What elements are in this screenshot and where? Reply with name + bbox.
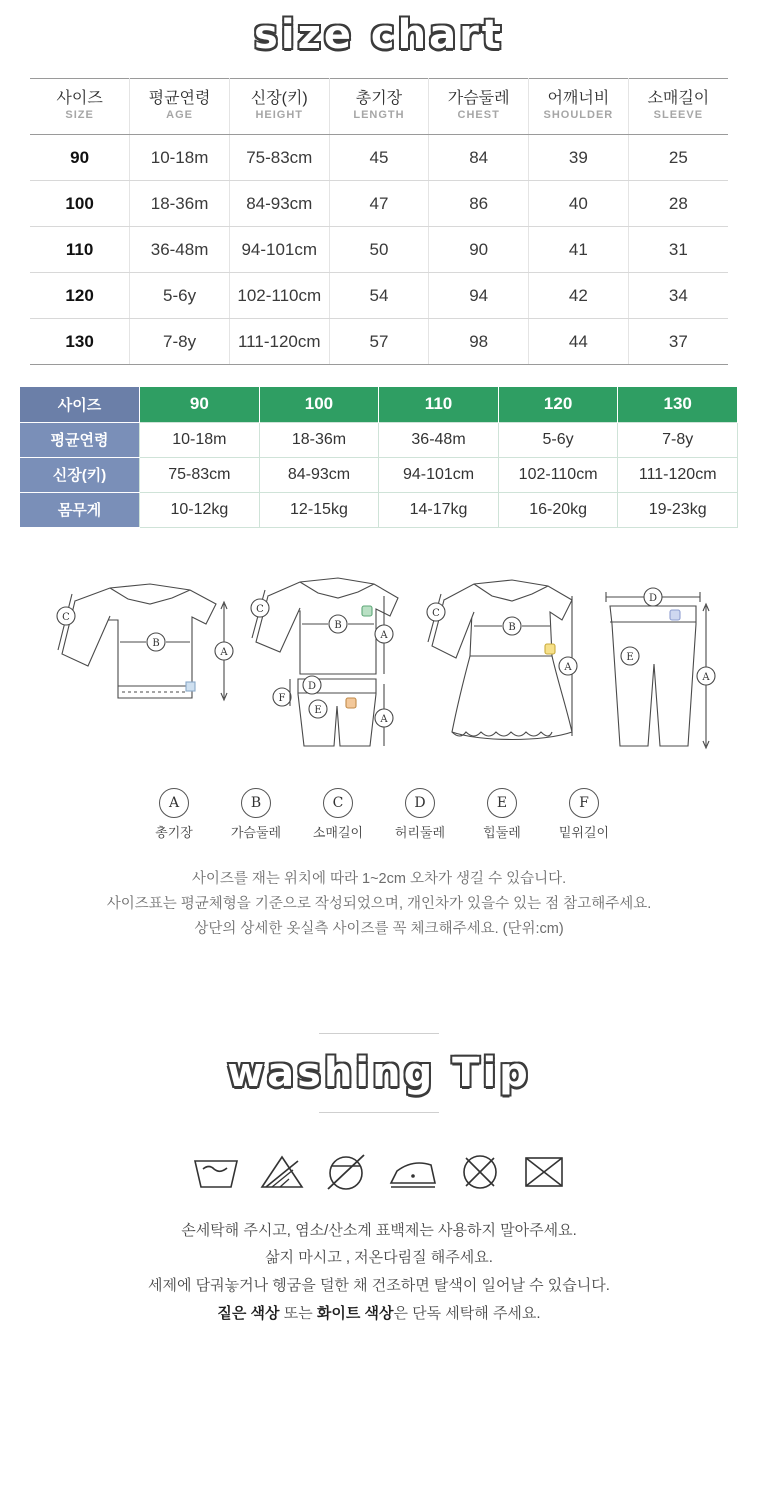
garment-measurement-illustration xyxy=(0,546,758,786)
hand-wash-icon xyxy=(187,1147,245,1195)
cell-chest: 98 xyxy=(429,319,529,365)
cell-length: 47 xyxy=(329,181,429,227)
header-ko: 총기장 xyxy=(355,89,403,107)
cell-chest: 90 xyxy=(429,227,529,273)
legend-item xyxy=(550,788,618,841)
fit-table-header xyxy=(20,387,738,422)
cell-sleeve: 31 xyxy=(628,227,728,273)
legend-mark-icon: B xyxy=(241,788,271,818)
header-ko: 평균연령 xyxy=(148,89,211,107)
header-en: LENGTH xyxy=(353,109,405,121)
cell-chest: 86 xyxy=(429,181,529,227)
svg-text:A: A xyxy=(702,671,710,683)
header-en: HEIGHT xyxy=(255,109,304,121)
svg-text:C: C xyxy=(256,603,264,615)
dress-illustration xyxy=(427,580,577,740)
cell-height: 94-101cm xyxy=(229,227,329,273)
svg-text:C: C xyxy=(432,607,440,619)
legend-item xyxy=(468,788,536,841)
cell-size: 100 xyxy=(30,181,130,227)
legend-label: 총기장 xyxy=(155,824,193,840)
svg-text:B: B xyxy=(152,637,160,649)
svg-text:C: C xyxy=(62,611,70,623)
fit-row-label: 몸무게 xyxy=(20,492,140,527)
legend-mark-icon: C xyxy=(323,788,353,818)
header-en: CHEST xyxy=(457,109,500,121)
fit-cell: 10-18m xyxy=(140,422,260,457)
page-title: size chart xyxy=(254,12,504,58)
fit-cell: 94-101cm xyxy=(379,457,499,492)
cell-size: 120 xyxy=(30,273,130,319)
cell-sleeve: 37 xyxy=(628,319,728,365)
legend-label: 가슴둘레 xyxy=(230,824,282,840)
fit-cell: 102-110cm xyxy=(498,457,618,492)
cell-shoulder: 40 xyxy=(529,181,629,227)
wash-note-line: 세제에 담궈놓거나 헹굼을 덜한 채 건조하면 탈색이 일어날 수 있습니다. xyxy=(148,1277,610,1295)
legend-label: 소매길이 xyxy=(312,824,364,840)
header-cell-age xyxy=(130,79,230,135)
legend-item xyxy=(386,788,454,841)
svg-text:E: E xyxy=(314,704,322,716)
fit-cell: 84-93cm xyxy=(259,457,379,492)
fit-cell: 7-8y xyxy=(618,422,738,457)
legend-item xyxy=(304,788,372,841)
header-cell-sleeve xyxy=(628,79,728,135)
svg-text:A: A xyxy=(220,646,228,658)
note-line: 상단의 상세한 옷실측 사이즈를 꼭 체크해주세요. (단위:cm) xyxy=(194,921,564,938)
divider-bottom xyxy=(319,1112,439,1113)
svg-text:E: E xyxy=(626,651,634,663)
cell-size: 110 xyxy=(30,227,130,273)
long-sleeve-tee-illustration xyxy=(57,584,233,700)
fit-cell: 75-83cm xyxy=(140,457,260,492)
table-row xyxy=(20,457,738,492)
size-table-body xyxy=(30,135,728,365)
cell-length: 45 xyxy=(329,135,429,181)
cell-height: 111-120cm xyxy=(229,319,329,365)
fit-row-label: 평균연령 xyxy=(20,422,140,457)
svg-text:D: D xyxy=(648,592,658,604)
wash-conjunction: 또는 xyxy=(279,1304,317,1322)
leggings-illustration xyxy=(606,588,715,748)
washing-tip-title: washing Tip xyxy=(227,1049,531,1096)
fit-cell: 10-12kg xyxy=(140,492,260,527)
cell-height: 75-83cm xyxy=(229,135,329,181)
cell-height: 84-93cm xyxy=(229,181,329,227)
legend-mark-icon: D xyxy=(405,788,435,818)
svg-text:A: A xyxy=(564,661,572,673)
header-en: SIZE xyxy=(65,109,94,121)
wash-note-line-highlight xyxy=(0,1300,758,1328)
svg-text:D: D xyxy=(307,680,317,692)
table-row xyxy=(20,422,738,457)
header-ko: 사이즈 xyxy=(56,89,103,107)
note-line: 사이즈를 재는 위치에 따라 1~2cm 오차가 생길 수 있습니다. xyxy=(191,870,567,887)
cell-sleeve: 25 xyxy=(628,135,728,181)
cell-length: 57 xyxy=(329,319,429,365)
header-cell-height xyxy=(229,79,329,135)
cell-length: 50 xyxy=(329,227,429,273)
fit-cell: 14-17kg xyxy=(379,492,499,527)
cell-shoulder: 39 xyxy=(529,135,629,181)
cell-sleeve: 28 xyxy=(628,181,728,227)
fit-header-size: 100 xyxy=(259,387,379,422)
washing-notes xyxy=(0,1217,758,1378)
fit-cell: 16-20kg xyxy=(498,492,618,527)
no-tumble-dry-icon xyxy=(319,1147,373,1195)
page-title-section xyxy=(0,0,758,72)
cell-chest: 94 xyxy=(429,273,529,319)
fit-row-label: 신장(키) xyxy=(20,457,140,492)
svg-text:B: B xyxy=(508,621,516,633)
legend-item xyxy=(222,788,290,841)
header-ko: 소매길이 xyxy=(647,89,710,107)
legend-mark-icon: A xyxy=(159,788,189,818)
fit-cell: 18-36m xyxy=(259,422,379,457)
cell-age: 36-48m xyxy=(130,227,230,273)
fit-cell: 5-6y xyxy=(498,422,618,457)
header-ko: 어깨너비 xyxy=(547,89,610,107)
legend-mark-icon: F xyxy=(569,788,599,818)
legend-mark-icon: E xyxy=(487,788,517,818)
wash-note-line: 손세탁해 주시고, 염소/산소계 표백제는 사용하지 말아주세요. xyxy=(181,1221,577,1239)
no-dry-clean-icon xyxy=(453,1147,507,1195)
fit-cell: 19-23kg xyxy=(618,492,738,527)
washing-tip-section xyxy=(0,1033,758,1113)
no-wring-icon xyxy=(517,1147,571,1195)
table-row xyxy=(30,181,728,227)
cell-sleeve: 34 xyxy=(628,273,728,319)
legend-label: 힙둘레 xyxy=(483,824,521,840)
washing-care-symbols xyxy=(0,1147,758,1195)
cell-age: 5-6y xyxy=(130,273,230,319)
svg-text:B: B xyxy=(334,619,342,631)
header-cell-length xyxy=(329,79,429,135)
header-en: SHOULDER xyxy=(543,109,614,121)
note-line: 사이즈표는 평균체형을 기준으로 작성되었으며, 개인차가 있을수 있는 점 참고해주세요. xyxy=(106,895,652,912)
cell-chest: 84 xyxy=(429,135,529,181)
cell-size: 90 xyxy=(30,135,130,181)
svg-text:A: A xyxy=(380,629,388,641)
cell-size: 130 xyxy=(30,319,130,365)
fit-cell: 12-15kg xyxy=(259,492,379,527)
header-en: AGE xyxy=(166,109,193,121)
table-row xyxy=(30,227,728,273)
fit-header-size: 90 xyxy=(140,387,260,422)
fit-cell: 36-48m xyxy=(379,422,499,457)
header-cell-size xyxy=(30,79,130,135)
no-chlorine-bleach-icon xyxy=(255,1147,309,1195)
cell-length: 54 xyxy=(329,273,429,319)
cell-age: 7-8y xyxy=(130,319,230,365)
header-ko: 가슴둘레 xyxy=(447,89,510,107)
wash-emphasis-dark: 짙은 색상 xyxy=(217,1304,280,1322)
header-cell-shoulder xyxy=(529,79,629,135)
wash-tail: 은 단독 세탁해 주세요. xyxy=(393,1304,541,1322)
header-cell-chest xyxy=(429,79,529,135)
cell-shoulder: 42 xyxy=(529,273,629,319)
table-row xyxy=(30,273,728,319)
cell-shoulder: 44 xyxy=(529,319,629,365)
table-row xyxy=(30,135,728,181)
wash-emphasis-white: 화이트 색상 xyxy=(316,1304,394,1322)
fit-header-size: 130 xyxy=(618,387,738,422)
size-measurement-table xyxy=(30,78,728,365)
cell-shoulder: 41 xyxy=(529,227,629,273)
cell-age: 18-36m xyxy=(130,181,230,227)
header-en: SLEEVE xyxy=(653,109,704,121)
fit-header-size: 110 xyxy=(379,387,499,422)
cell-height: 102-110cm xyxy=(229,273,329,319)
header-ko: 신장(키) xyxy=(250,89,308,107)
measurement-legend xyxy=(0,788,758,841)
legend-item xyxy=(140,788,208,841)
fit-header-size: 120 xyxy=(498,387,618,422)
size-notes xyxy=(0,867,758,943)
table-row xyxy=(20,492,738,527)
size-table-header xyxy=(30,79,728,135)
divider-top xyxy=(319,1033,439,1034)
sweatshirt-pants-set-illustration xyxy=(251,578,398,746)
fit-table-body xyxy=(20,422,738,527)
cell-age: 10-18m xyxy=(130,135,230,181)
low-iron-icon xyxy=(383,1147,443,1195)
fit-cell: 111-120cm xyxy=(618,457,738,492)
fit-header-corner: 사이즈 xyxy=(20,387,140,422)
table-row xyxy=(30,319,728,365)
legend-label: 허리둘레 xyxy=(394,824,446,840)
svg-text:F: F xyxy=(278,692,286,704)
wash-note-line: 삶지 마시고 , 저온다림질 해주세요. xyxy=(265,1249,493,1267)
legend-label: 밑위길이 xyxy=(558,824,610,840)
svg-text:A: A xyxy=(380,713,388,725)
fit-recommendation-table xyxy=(20,387,738,528)
